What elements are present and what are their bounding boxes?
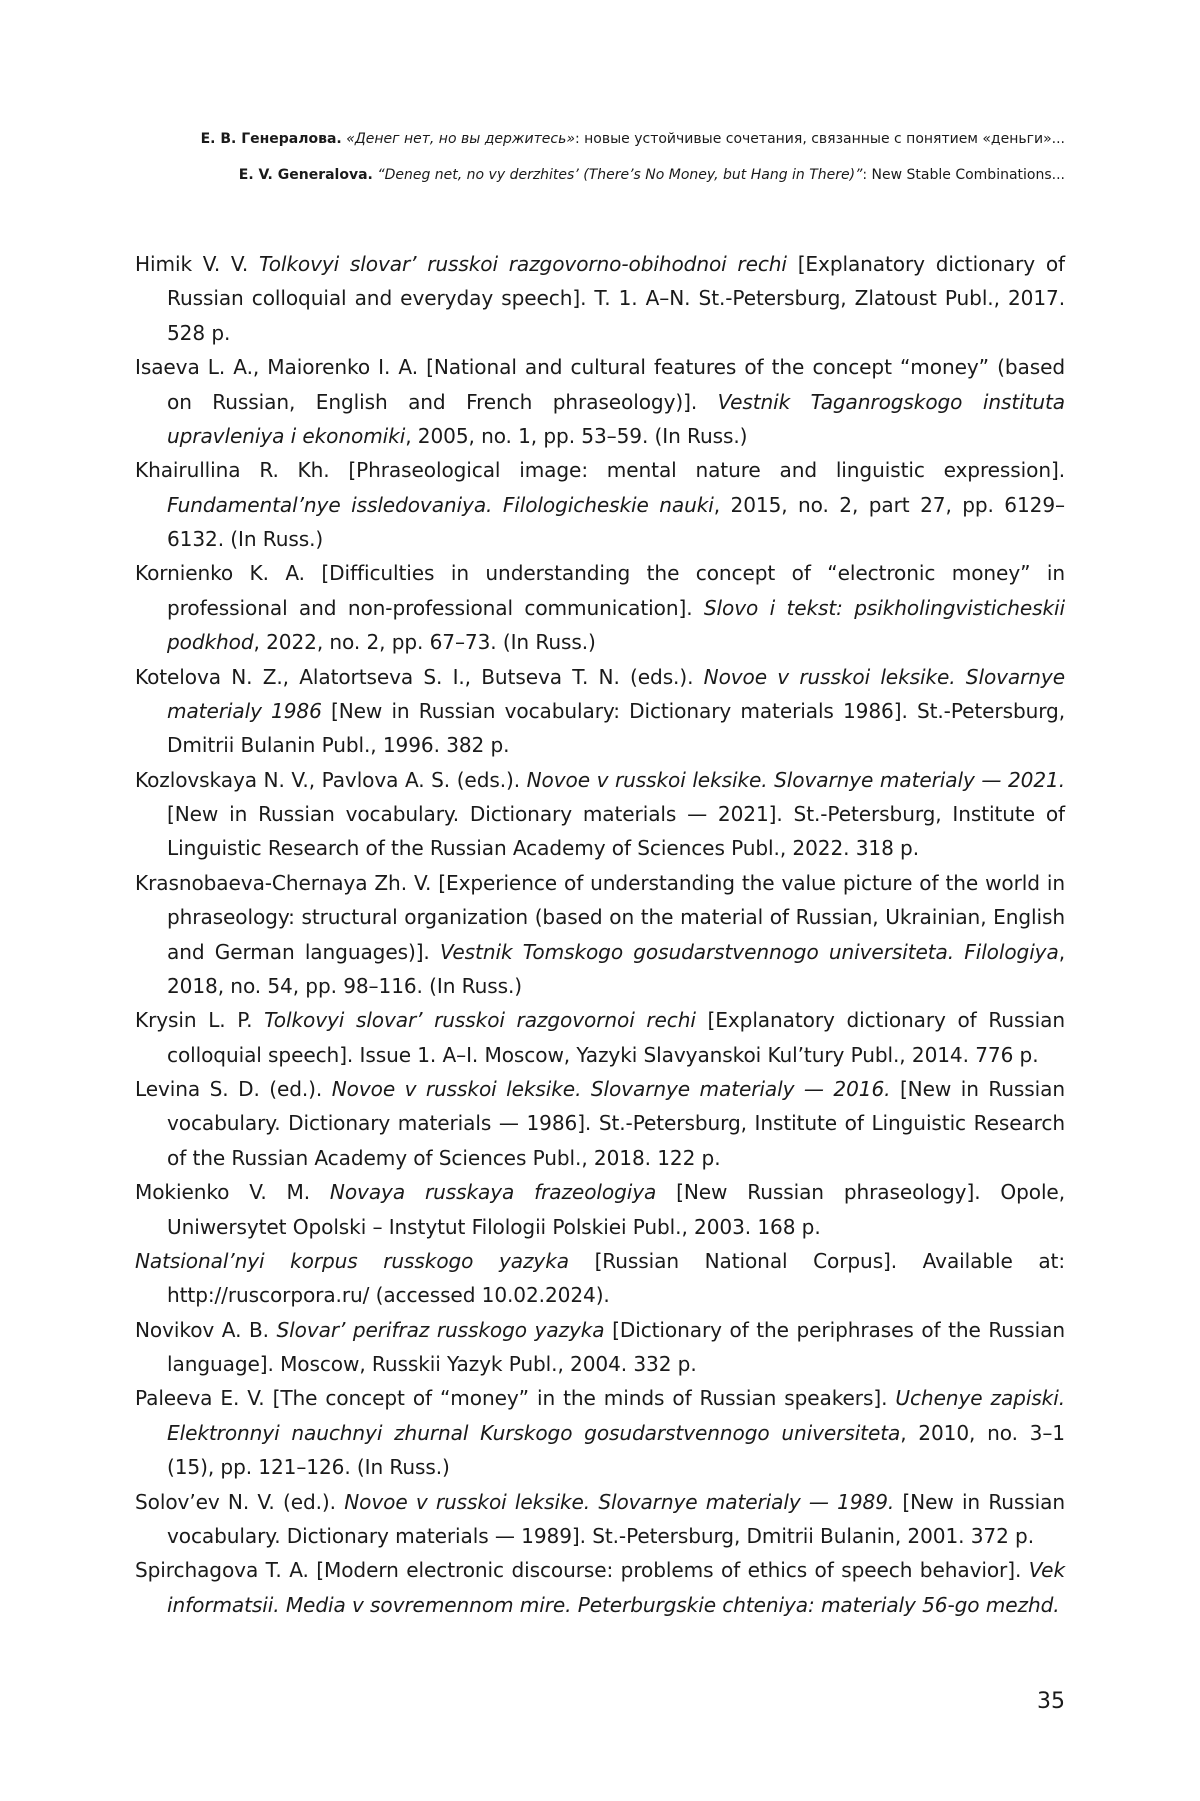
running-head-english: [239, 165, 1065, 185]
reference-list: [135, 247, 1065, 1622]
page-number: 35: [1037, 1689, 1065, 1714]
reference-entry: Kotelova N. Z., Alatortseva S. I., Butseva T. N. (eds.). Novoe v russkoi leksike. Slovarnye materialy 1986 [New in Russian vocabulary: Dictionary materials 1986]. St.-Petersburg, Dmitrii Bulanin Publ., 1996. 382 p.: [135, 664, 1065, 758]
reference-entry: Paleeva E. V. [The concept of “money” in the minds of Russian speakers]. Uchenye zapiski. Elektronnyi nauchnyi zhurnal Kurskogo gosudarstvennogo universiteta, 2010, no. 3–1 (15), pp. 121–126. (In Russ.): [135, 1386, 1065, 1480]
running-head-author: Е. В. Генералова.: [200, 131, 342, 147]
reference-entry: Novikov A. B. Slovar’ perifraz russkogo yazyka [Dictionary of the periphrases of the Russian language]. Moscow, Russkii Yazyk Publ., 2004. 332 p.: [135, 1317, 1066, 1376]
reference-entry: Solov’ev N. V. (ed.). Novoe v russkoi leksike. Slovarnye materialy — 1989. [New in Russian vocabulary. Dictionary materials — 1989]. St.-Petersburg, Dmitrii Bulanin, 2001. 372 p.: [135, 1489, 1065, 1548]
reference-entry: Spirchagova T. A. [Modern electronic discourse: problems of ethics of speech behavior]. Vek informatsii. Media v sovremennom mire. Peterburgskie chteniya: materialy 56-go mezhd.: [135, 1558, 1065, 1617]
running-head-title: “Deneg net, no vy derzhites’ (There’s No Money, but Hang in There)”: [377, 167, 863, 183]
running-head-rest: : новые устойчивые сочетания, связанные с понятием «деньги»...: [574, 131, 1065, 147]
running-head-author: E. V. Generalova.: [238, 167, 373, 183]
reference-entry: Khairullina R. Kh. [Phraseological image: mental nature and linguistic expression]. Fundamental’nye issledovaniya. Filologicheskie nauki, 2015, no. 2, part 27, pp. 6129–6132. (In Russ.): [135, 458, 1065, 551]
reference-entry: Krysin L. P. Tolkovyi slovar’ russkoi razgovornoi rechi [Explanatory dictionary of Russian colloquial speech]. Issue 1. A–I. Moscow, Yazyki Slavyanskoi Kul’tury Publ., 2014. 776 p.: [135, 1008, 1065, 1067]
reference-entry: Kornienko K. A. [Difficulties in understanding the concept of “electronic money” in professional and non-professional communication]. Slovo i tekst: psikholingvisticheskii podkhod, 2022, no. 2, pp. 67–73. (In Russ.): [135, 561, 1065, 655]
reference-entry: Himik V. V. Tolkovyi slovar’ russkoi razgovorno-obihodnoi rechi [Explanatory dictionary of Russian colloquial and everyday speech]. T. 1. A–N. St.-Petersburg, Zlatoust Publ., 2017. 528 p.: [135, 252, 1066, 345]
running-head-title: «Денег нет, но вы держитесь»: [346, 131, 575, 147]
reference-entry: Natsional’nyi korpus russkogo yazyka [Russian National Corpus]. Available at: http://ruscorpora.ru/ (accessed 10.02.2024).: [135, 1248, 1066, 1308]
running-head-rest: : New Stable Combinations...: [862, 167, 1065, 183]
reference-entry: Krasnobaeva-Chernaya Zh. V. [Experience of understanding the value picture of the world in phraseology: structural organization (based on the material of Russian, Ukrainian, English and German languages)]. Vestnik Tomskogo gosudarstvennogo universiteta. Filologiya, 2018, no. 54, pp. 98–116. (In Russ.): [135, 870, 1065, 998]
reference-entry: Kozlovskaya N. V., Pavlova A. S. (eds.). Novoe v russkoi leksike. Slovarnye materialy — 2021. [New in Russian vocabulary. Dictionary materials — 2021]. St.-Petersburg, Institute of Linguistic Research of the Russian Academy of Sciences Publ., 2022. 318 p.: [135, 767, 1065, 861]
reference-entry: Mokienko V. M. Novaya russkaya frazeologiya [New Russian phraseology]. Opole, Uniwersytet Opolski – Instytut Filologii Polskiei Publ., 2003. 168 p.: [135, 1180, 1065, 1239]
reference-entry: Isaeva L. A., Maiorenko I. A. [National and cultural features of the concept “money” (based on Russian, English and French phraseology)]. Vestnik Taganrogskogo instituta upravleniya i ekonomiki, 2005, no. 1, pp. 53–59. (In Russ.): [135, 355, 1065, 448]
running-head-russian: [201, 129, 1065, 149]
reference-entry: Levina S. D. (ed.). Novoe v russkoi leksike. Slovarnye materialy — 2016. [New in Russian vocabulary. Dictionary materials — 1986]. St.-Petersburg, Institute of Linguistic Research of the Russian Academy of Sciences Publ., 2018. 122 p.: [135, 1077, 1065, 1170]
